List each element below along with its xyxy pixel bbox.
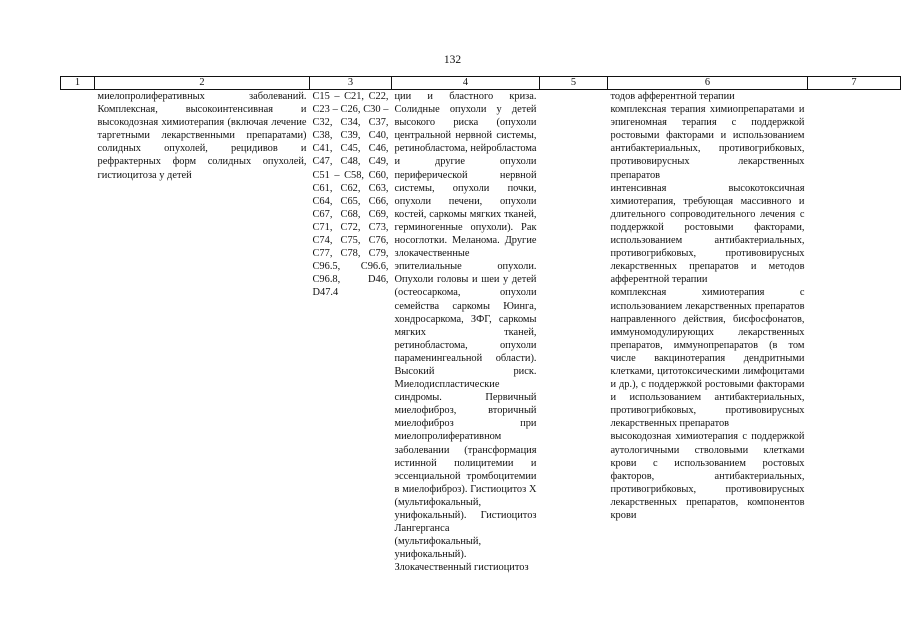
cell-patient-model: ции и бластного криза. Солидные опухоли у детей высокого риска (опухоли центральной нервной системы, ретинобластома, нейробластома и другие опухоли периферической нервной системы, опухоли почки, опухоли печени, опухоли костей, саркомы мягких тканей, герминогенные опухоли). Рак носоглотки. Меланома. Другие злокачественные эпителиальные опухоли. Опухоли головы и шеи у детей (остеосаркома, опухоли семейства саркомы Юинга, хондросаркома, ЗФГ, саркомы мягких тканей, ретинобластома, опухоли параменингеальной области). Высокий риск. Миелодиспластические синдромы. Первичный миелофиброз, вторичный миелофиброз при миелопролиферативном заболевании (трансформация истинной полицитемии и эссенциальной тромбоцитемии в миелофиброз). Гистиоцитоз X (мультифокальный, унифокальный). Гистиоцитоз Лангерганса (мультифокальный, унифокальный). Злокачественный гистиоцитоз <box>394 91 537 574</box>
page-number: 132 <box>443 54 462 66</box>
cell-col7 <box>808 90 901 575</box>
cell-icd-codes: C15 – C21, C22, C23 – C26, C30 – C32, C34, C37, C38, C39, C40, C41, C45, C46, C47, C48, C49, C51 – C58, C60, C61, C62, C63, C64, C65, C66, C67, C68, C69, C71, C72, C73, C74, C75, C76, C77, C78, C79, C96.5, C96.6, C96.8, D46, D47.4 <box>312 91 389 299</box>
column-header-7: 7 <box>808 77 901 90</box>
cell-col5 <box>540 90 608 575</box>
column-header-4: 4 <box>392 77 540 90</box>
cell-disease-groups: миелопролиферативных заболеваний. Комплексная, высокоинтенсивная и высокодозная химиотерапия (включая лечение таргетными лекарственными препаратами) солидных опухолей, рецидивов и рефрактерных форм солидных опухолей, гистиоцитоза у детей <box>97 91 307 181</box>
column-header-1: 1 <box>61 77 95 90</box>
cell-col1 <box>61 90 95 575</box>
column-header-2: 2 <box>95 77 310 90</box>
cell-treatment-methods: тодов афферентной терапии комплексная терапия химиопрепаратами и эпигеномная терапия с поддержкой ростовыми факторами и использованием антибактериальных, противогрибковых, противовирусных лекарственных препаратов интенсивная высокотоксичная химиотерапия, требующая массивного и длительного сопроводительного лечения с поддержкой ростовыми факторами, использованием антибактериальных, противогрибковых, противовирусных лекарственных препаратов и методов афферентной терапии комплексная химиотерапия с использованием лекарственных препаратов направленного действия, бисфосфонатов, иммуномодулирующих лекарственных препаратов, иммунопрепаратов (в том числе вакцинотерапия дендритными клетками, цитотоксическими лимфоцитами и др.), с поддержкой ростовыми факторами и использованием антибактериальных, противогрибковых, противовирусных лекарственных препаратов высокодозная химиотерапия с поддержкой аутологичными стволовыми клетками крови с использованием ростовых факторов, антибактериальных, противогрибковых, противовирусных лекарственных препаратов, компонентов крови <box>610 91 805 521</box>
column-header-6: 6 <box>608 77 808 90</box>
column-header-5: 5 <box>540 77 608 90</box>
treatment-table <box>60 76 901 574</box>
column-header-3: 3 <box>310 77 392 90</box>
table-header-row <box>61 77 901 90</box>
table-row <box>61 90 901 575</box>
